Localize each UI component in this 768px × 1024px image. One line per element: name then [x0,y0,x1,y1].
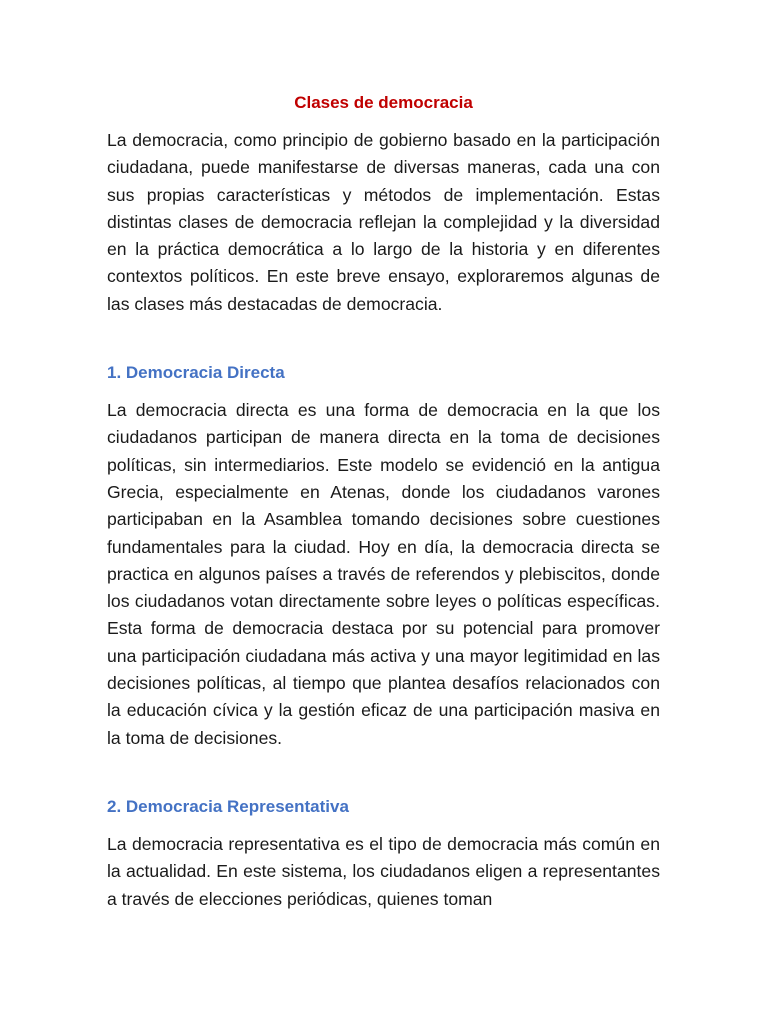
document-page [107,88,660,913]
section-body-representative-democracy: La democracia representativa es el tipo de democracia más común en la actualidad. En este sistema, los ciudadanos eligen a representantes a través de elecciones periódicas, quienes toman [107,833,660,909]
section-heading-direct-democracy: 1. Democracia Directa [107,363,285,383]
section-spacer [107,318,660,358]
document-title: Clases de democracia [294,93,473,112]
section-spacer [107,752,660,792]
intro-paragraph: La democracia, como principio de gobierno basado en la participación ciudadana, puede manifestarse de diversas maneras, cada una con sus propias características y métodos de implementación. Estas distintas clases de democracia reflejan la complejidad y la diversidad en la práctica democrática a lo largo de la historia y en diferentes contextos políticos. En este breve ensayo, exploraremos algunas de las clases más destacadas de democracia. [107,130,660,314]
section-body-direct-democracy: La democracia directa es una forma de democracia en la que los ciudadanos participan de manera directa en la toma de decisiones políticas, sin intermediarios. Este modelo se evidenció en la antigua Grecia, especialmente en Atenas, donde los ciudadanos varones participaban en la Asamblea tomando decisiones sobre cuestiones fundamentales para la ciudad. Hoy en día, la democracia directa se practica en algunos países a través de referendos y plebiscitos, donde los ciudadanos votan directamente sobre leyes o políticas específicas. Esta forma de democracia destaca por su potencial para promover una participación ciudadana más activa y una mayor legitimidad en las decisiones políticas, al tiempo que plantea desafíos relacionados con la educación cívica y la gestión eficaz de una participación masiva en la toma de decisiones. [107,400,660,748]
section-heading-representative-democracy: 2. Democracia Representativa [107,796,349,816]
